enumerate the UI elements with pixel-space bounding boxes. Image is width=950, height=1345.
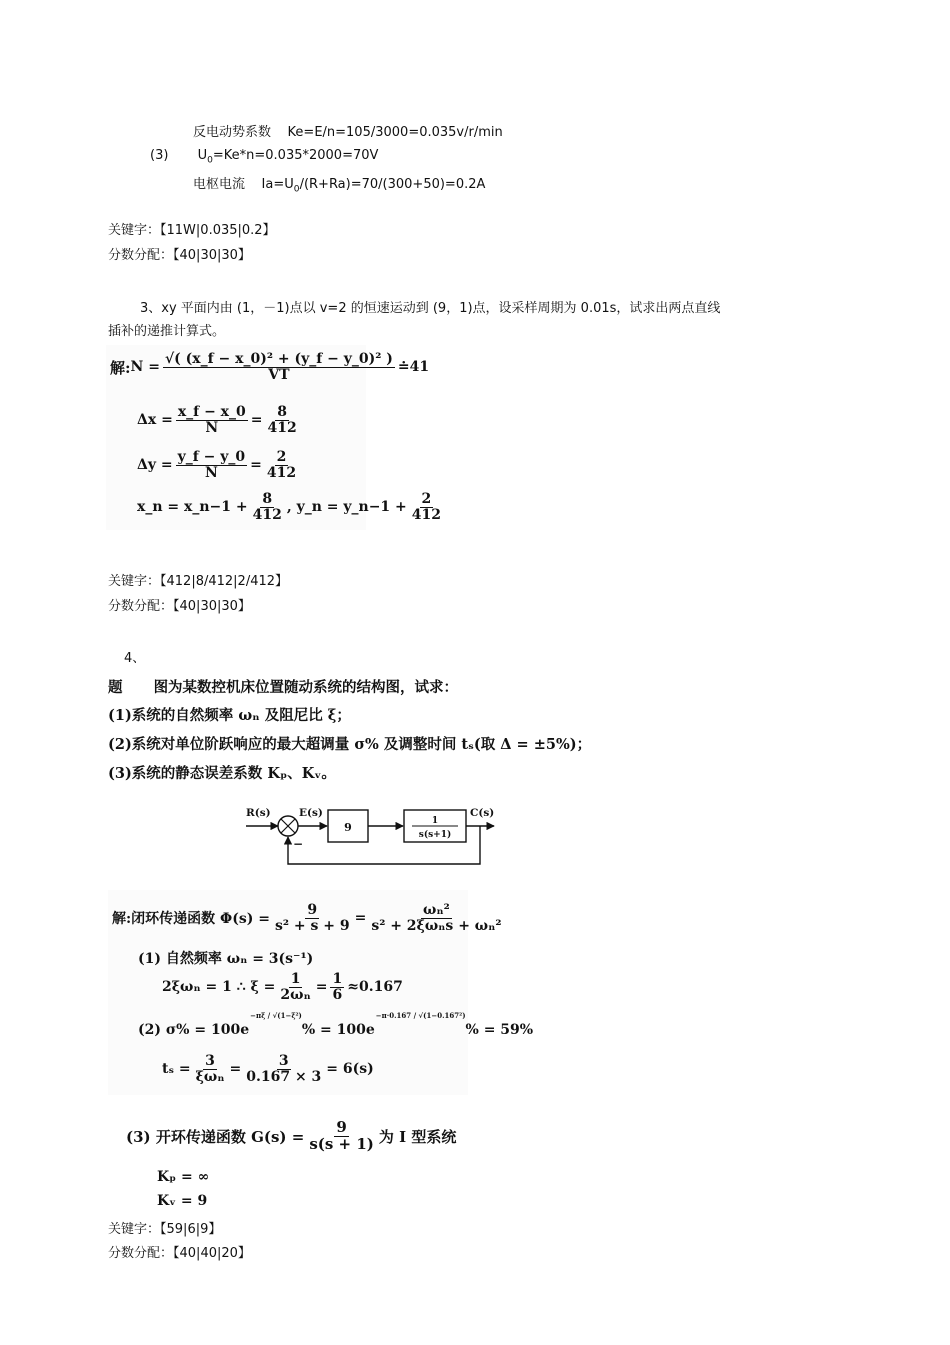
dy-denominator: N xyxy=(204,464,218,481)
keywords-label: 关键字： xyxy=(108,223,161,238)
damping-equals: = xyxy=(315,979,328,996)
kp-line: Kₚ = ∞ xyxy=(157,1169,210,1185)
natural-frequency-line: (1) 自然频率 ωₙ = 3(s⁻¹) xyxy=(138,951,314,967)
dx-value-denominator: 412 xyxy=(267,419,297,436)
keywords-value: 【11W|0.035|0.2】 xyxy=(160,223,276,238)
score-value: 【40|40|20】 xyxy=(173,1246,251,1261)
xn-numerator: 8 xyxy=(262,491,273,507)
plant-numerator: 1 xyxy=(431,816,439,826)
yn-denominator: 412 xyxy=(411,506,442,523)
keywords-label: 关键字： xyxy=(108,574,161,589)
settling-f1-denominator: ξωₙ xyxy=(195,1068,225,1085)
solution-label: 解: xyxy=(110,358,131,377)
keywords-label: 关键字： xyxy=(108,1222,161,1237)
q4-title: 图为某数控机床位置随动系统的结构图，试求： xyxy=(153,679,459,696)
q3-text-line1: 3、xy 平面内由 (1，－1)点以 v=2 的恒速运动到 (9，1)点，设采样周期为 0.01s，试求出两点直线 xyxy=(140,301,721,316)
score-label: 分数分配： xyxy=(108,1246,174,1261)
score-line-q3 xyxy=(108,595,251,614)
damping-f2-denominator: 6 xyxy=(332,986,343,1003)
error-label: E(s) xyxy=(299,807,323,819)
ke-label: 反电动势系数 xyxy=(193,125,272,140)
plant-denominator: s(s+1) xyxy=(418,830,452,840)
overshoot-part-a: (2) σ% = 100e xyxy=(138,1022,250,1038)
ia-line xyxy=(193,173,485,195)
n-numerator: √( (x_f − x_0)² + (y_f − y_0)² ) xyxy=(164,351,393,367)
settling-f1-numerator: 3 xyxy=(205,1053,215,1069)
phi-std-denominator: s² + 2ξωₙs + ωₙ² xyxy=(371,917,502,934)
damping-f1-numerator: 1 xyxy=(290,971,301,987)
ia-label: 电枢电流 xyxy=(193,177,246,192)
block-diagram xyxy=(236,800,506,876)
dy-lhs: Δy = xyxy=(137,457,173,474)
damping-result: ≈0.167 xyxy=(347,979,403,996)
phi-numerator: 9 xyxy=(307,902,318,918)
keywords-value: 【412|8/412|2/412】 xyxy=(160,574,289,589)
ia-prefix: Ia=U xyxy=(261,177,294,192)
q3-text-line2: 插补的递推计算式。 xyxy=(108,324,226,339)
q4-title-word: 题 xyxy=(108,679,123,696)
phi-std-numerator: ωₙ² xyxy=(423,902,450,918)
q4-sub3: (3)系统的静态误差系数 Kₚ、Kᵥ。 xyxy=(108,765,336,782)
u0-symbol: U xyxy=(197,148,208,163)
u0-line xyxy=(150,148,378,166)
xn-lhs: x_n = x_n−1 + xyxy=(137,499,248,516)
open-loop-numerator: 9 xyxy=(336,1118,347,1136)
score-line-q2 xyxy=(108,244,251,263)
phi-equation xyxy=(112,903,507,933)
ke-line xyxy=(193,121,503,140)
ia-expression: /(R+Ra)=70/(300+50)=0.2A xyxy=(299,177,486,192)
open-loop-type: 为 I 型系统 xyxy=(378,1127,457,1146)
settling-time-line xyxy=(162,1054,374,1084)
phi-denominator: s² + s + 9 xyxy=(274,917,350,934)
score-value: 【40|30|30】 xyxy=(173,599,251,614)
n-result: ≐41 xyxy=(397,359,430,376)
n-equation xyxy=(110,352,429,382)
keywords-line-q2 xyxy=(108,219,276,238)
settling-lhs: tₛ = xyxy=(162,1061,191,1078)
settling-result: = 6(s) xyxy=(326,1061,374,1078)
overshoot-part-b: % = 100e xyxy=(301,1022,375,1038)
overshoot-line xyxy=(138,1011,534,1038)
settling-f2-numerator: 3 xyxy=(278,1053,289,1069)
damping-f1-denominator: 2ωₙ xyxy=(280,986,311,1003)
n-denominator: VT xyxy=(268,366,290,383)
overshoot-exponent-2: −π·0.167 / √(1−0.167²) xyxy=(375,1011,466,1020)
open-loop-denominator: s(s + 1) xyxy=(309,1134,374,1153)
keywords-line-q3 xyxy=(108,570,288,589)
phi-intro: 解:闭环传递函数 Φ(s) = xyxy=(112,911,270,928)
gain-value: 9 xyxy=(344,821,352,834)
dx-numerator: x_f − x_0 xyxy=(177,404,246,420)
dx-value-numerator: 8 xyxy=(277,404,287,420)
overshoot-exponent-1: −πξ / √(1−ξ²) xyxy=(250,1011,302,1020)
u0-expression: =Ke*n=0.035*2000=70V xyxy=(212,148,379,163)
open-loop-line xyxy=(126,1120,456,1153)
score-value: 【40|30|30】 xyxy=(173,248,251,263)
dy-numerator: y_f − y_0 xyxy=(177,449,246,465)
output-label: C(s) xyxy=(470,807,495,819)
settling-equals: = xyxy=(229,1061,242,1078)
dy-value-denominator: 412 xyxy=(266,464,297,481)
q4-number: 4、 xyxy=(124,651,146,666)
score-label: 分数分配： xyxy=(108,248,174,263)
damping-line xyxy=(162,972,403,1002)
q4-sub2: (2)系统对单位阶跃响应的最大超调量 σ% 及调整时间 tₛ(取 Δ = ±5%)； xyxy=(108,736,592,753)
phi-equals: = xyxy=(354,910,367,927)
dx-equation: Δx = $\frac{x\_f - x\_0}{N}$ = $\frac{8}{412}$ xyxy=(137,404,297,436)
ke-expression: Ke=E/n=105/3000=0.035v/r/min xyxy=(287,125,503,140)
dx-denominator: N xyxy=(205,419,219,436)
keywords-value: 【59|6|9】 xyxy=(160,1222,222,1237)
n-lhs: N = xyxy=(130,359,160,376)
dx-lhs: Δx = xyxy=(137,412,173,429)
xn-denominator: 412 xyxy=(252,506,282,523)
score-line-q4 xyxy=(108,1242,251,1261)
dy-value-numerator: 2 xyxy=(276,449,287,465)
ia-subscript: 0 xyxy=(293,184,300,195)
score-label: 分数分配： xyxy=(108,599,174,614)
overshoot-result: % = 59% xyxy=(465,1022,534,1038)
input-label: R(s) xyxy=(246,807,271,819)
damping-lhs: 2ξωₙ = 1 ∴ ξ = xyxy=(162,979,276,996)
recurrence-equation xyxy=(137,492,446,522)
settling-f2-denominator: 0.167 × 3 xyxy=(246,1068,322,1085)
kv-line: Kᵥ = 9 xyxy=(157,1193,208,1209)
open-loop-lhs: (3) 开环传递函数 G(s) = xyxy=(126,1127,305,1146)
item-number: (3) xyxy=(150,148,169,163)
feedback-sign: − xyxy=(293,837,304,851)
dy-equation: Δy = $\frac{y\_f - y\_0}{N}$ = $\frac{2}{412}$ xyxy=(137,449,297,481)
q4-title-line xyxy=(108,676,458,697)
u0-subscript: 0 xyxy=(207,155,213,166)
keywords-line-q4 xyxy=(108,1218,221,1237)
q4-sub1: (1)系统的自然频率 ωₙ 及阻尼比 ξ； xyxy=(108,707,351,724)
yn-numerator: 2 xyxy=(421,491,432,507)
damping-f2-numerator: 1 xyxy=(332,971,343,987)
yn-lhs: , y_n = y_n−1 + xyxy=(286,499,407,516)
